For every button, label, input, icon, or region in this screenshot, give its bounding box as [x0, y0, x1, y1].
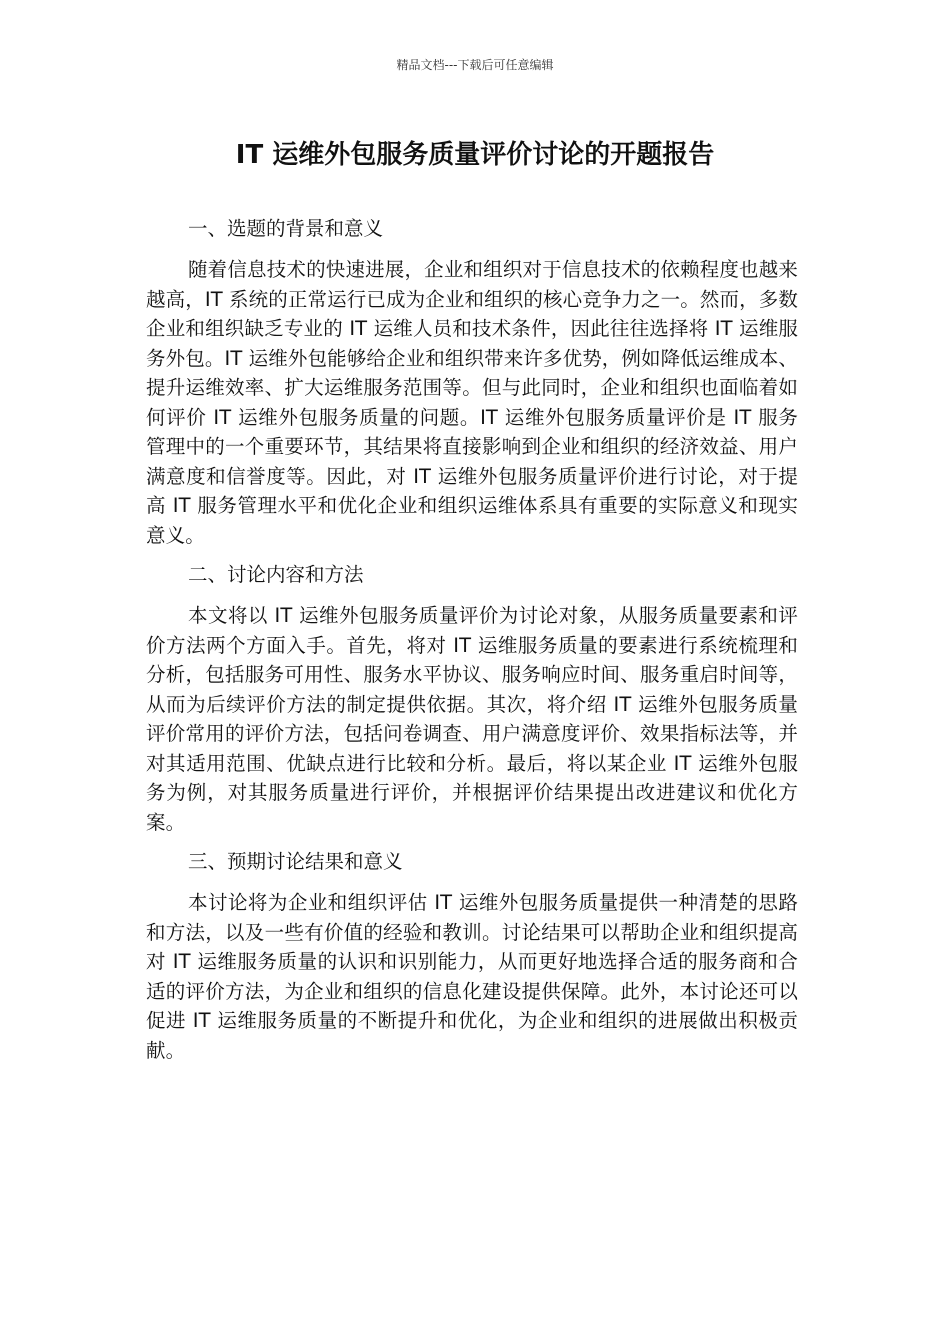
- section-paragraph-expected-results: 本讨论将为企业和组织评估 IT 运维外包服务质量提供一种清楚的思路和方法，以及一些有价值的经验和教训。讨论结果可以帮助企业和组织提高对 IT 运维服务质量的认识和识别能力，从而更好地选择合适的服务商和合适的评价方法，为企业和组织的信息化建设提供保障。此外，本讨论还可以促进 IT 运维服务质量的不断提升和优化，为企业和组织的进展做出积极贡献。: [146, 891, 798, 1062]
- section-heading-background: 一、选题的背景和意义: [188, 217, 384, 240]
- document-body: [146, 214, 798, 1065]
- document-title: IT 运维外包服务质量评价讨论的开题报告: [235, 140, 715, 170]
- section-heading-expected-results: 三、预期讨论结果和意义: [188, 850, 403, 873]
- section-paragraph-background: 随着信息技术的快速进展，企业和组织对于信息技术的依赖程度也越来越高，IT 系统的正常运行已成为企业和组织的核心竞争力之一。然而，多数企业和组织缺乏专业的 IT 运维人员和技术条件，因此往往选择将 IT 运维服务外包。IT 运维外包能够给企业和组织带来许多优势，例如降低运维成本、提升运维效率、扩大运维服务范围等。但与此同时，企业和组织也面临着如何评价 IT 运维外包服务质量的问题。IT 运维外包服务质量评价是 IT 服务管理中的一个重要环节，其结果将直接影响到企业和组织的经济效益、用户满意度和信誉度等。因此，对 IT 运维外包服务质量评价进行讨论，对于提高 IT 服务管理水平和优化企业和组织运维体系具有重要的实际意义和现实意义。: [146, 258, 798, 547]
- section-paragraph-content-method: 本文将以 IT 运维外包服务质量评价为讨论对象，从服务质量要素和评价方法两个方面入手。首先，将对 IT 运维服务质量的要素进行系统梳理和分析，包括服务可用性、服务水平协议、服务响应时间、服务重启时间等，从而为后续评价方法的制定提供依据。其次，将介绍 IT 运维外包服务质量评价常用的评价方法，包括问卷调查、用户满意度评价、效果指标法等，并对其适用范围、优缺点进行比较和分析。最后，将以某企业 IT 运维外包服务为例，对其服务质量进行评价，并根据评价结果提出改进建议和优化方案。: [146, 604, 798, 834]
- page-header-note: 精品文档---下载后可任意编辑: [396, 58, 554, 72]
- section-heading-content-method: 二、讨论内容和方法: [188, 563, 364, 586]
